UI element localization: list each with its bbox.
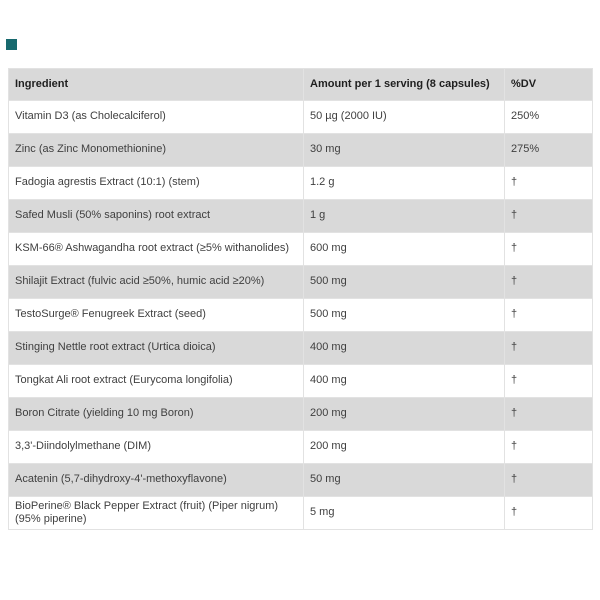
dv-cell: † <box>505 464 593 497</box>
ingredient-cell: Safed Musli (50% saponins) root extract <box>9 200 304 233</box>
amount-cell: 1 g <box>304 200 505 233</box>
ingredient-cell: Zinc (as Zinc Monomethionine) <box>9 134 304 167</box>
table-row <box>9 431 593 464</box>
amount-cell: 500 mg <box>304 266 505 299</box>
table-row <box>9 398 593 431</box>
ingredient-cell: TestoSurge® Fenugreek Extract (seed) <box>9 299 304 332</box>
table-row <box>9 101 593 134</box>
amount-cell: 400 mg <box>304 332 505 365</box>
ingredient-cell: KSM-66® Ashwagandha root extract (≥5% withanolides) <box>9 233 304 266</box>
ingredient-cell: Acatenin (5,7-dihydroxy-4'-methoxyflavone) <box>9 464 304 497</box>
amount-cell: 400 mg <box>304 365 505 398</box>
dv-cell: † <box>505 332 593 365</box>
amount-cell: 600 mg <box>304 233 505 266</box>
header-dv: %DV <box>505 69 593 101</box>
table-row <box>9 464 593 497</box>
table-row <box>9 200 593 233</box>
table-row <box>9 233 593 266</box>
ingredient-cell: Vitamin D3 (as Cholecalciferol) <box>9 101 304 134</box>
table-row <box>9 497 593 530</box>
amount-cell: 5 mg <box>304 497 505 530</box>
dv-cell: 250% <box>505 101 593 134</box>
teal-accent-square-icon <box>6 39 17 50</box>
dv-cell: † <box>505 365 593 398</box>
ingredient-cell: Tongkat Ali root extract (Eurycoma longifolia) <box>9 365 304 398</box>
supplement-facts-table <box>8 68 593 530</box>
dv-cell: † <box>505 299 593 332</box>
table-row <box>9 365 593 398</box>
amount-cell: 500 mg <box>304 299 505 332</box>
ingredient-cell: Shilajit Extract (fulvic acid ≥50%, humic acid ≥20%) <box>9 266 304 299</box>
table-row <box>9 299 593 332</box>
table-row <box>9 266 593 299</box>
ingredient-cell: BioPerine® Black Pepper Extract (fruit) (Piper nigrum) (95% piperine) <box>9 497 304 530</box>
header-amount: Amount per 1 serving (8 capsules) <box>304 69 505 101</box>
ingredient-cell: Fadogia agrestis Extract (10:1) (stem) <box>9 167 304 200</box>
amount-cell: 200 mg <box>304 398 505 431</box>
amount-cell: 30 mg <box>304 134 505 167</box>
amount-cell: 200 mg <box>304 431 505 464</box>
amount-cell: 1.2 g <box>304 167 505 200</box>
amount-cell: 50 mg <box>304 464 505 497</box>
table-header-row <box>9 69 593 101</box>
ingredient-cell: Boron Citrate (yielding 10 mg Boron) <box>9 398 304 431</box>
header-ingredient: Ingredient <box>9 69 304 101</box>
dv-cell: † <box>505 167 593 200</box>
ingredient-cell: Stinging Nettle root extract (Urtica dioica) <box>9 332 304 365</box>
dv-cell: † <box>505 266 593 299</box>
table-row <box>9 167 593 200</box>
dv-cell: † <box>505 497 593 530</box>
dv-cell: † <box>505 431 593 464</box>
dv-cell: † <box>505 233 593 266</box>
ingredient-cell: 3,3'-Diindolylmethane (DIM) <box>9 431 304 464</box>
table-row <box>9 134 593 167</box>
dv-cell: 275% <box>505 134 593 167</box>
dv-cell: † <box>505 398 593 431</box>
dv-cell: † <box>505 200 593 233</box>
amount-cell: 50 µg (2000 IU) <box>304 101 505 134</box>
table-row <box>9 332 593 365</box>
